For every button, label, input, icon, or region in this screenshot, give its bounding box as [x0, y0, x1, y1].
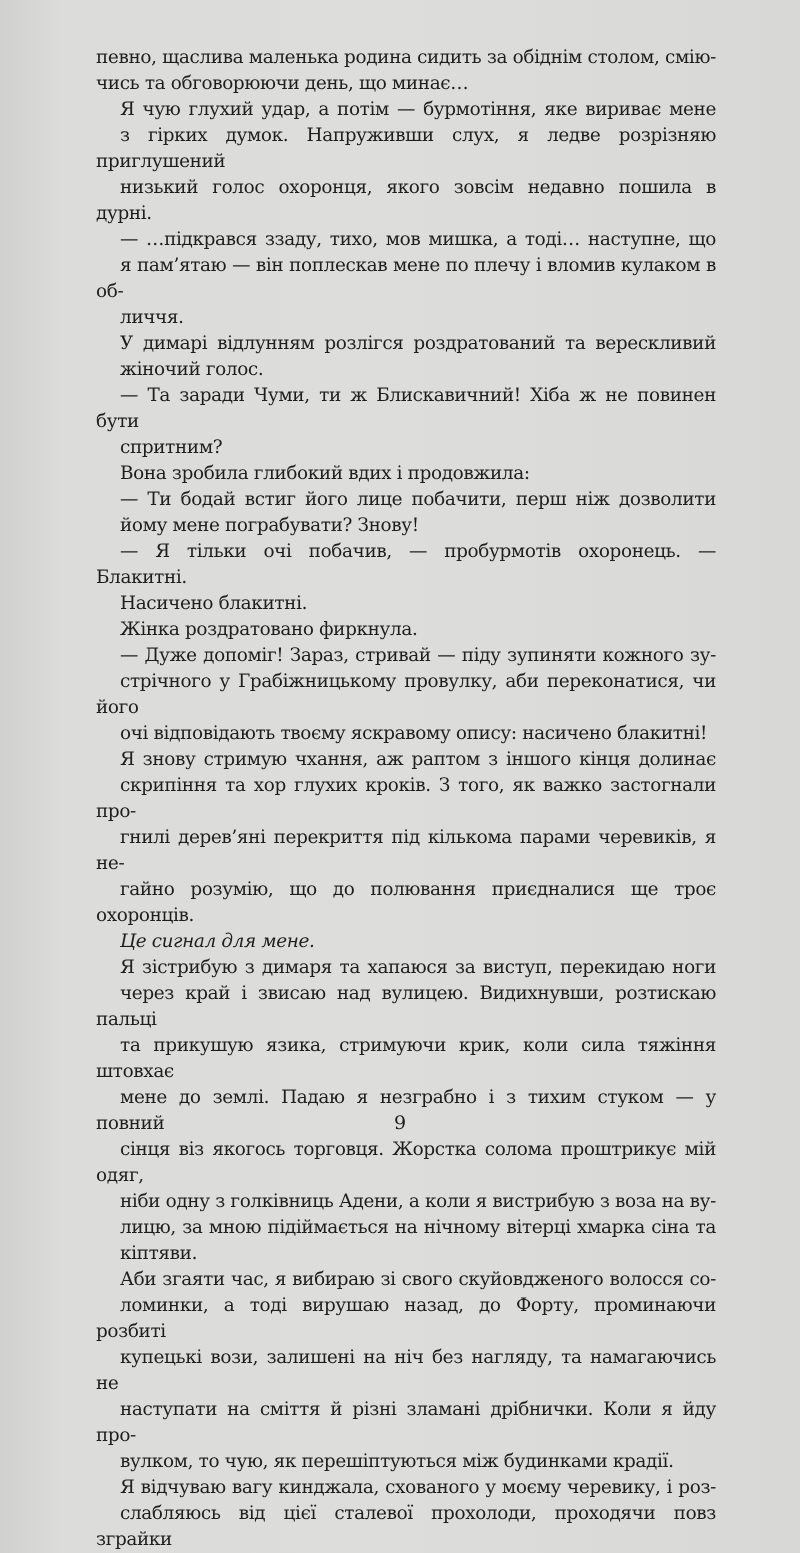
text-line: наступати на сміття й різні зламані дрібнички. Коли я йду про- [96, 1399, 716, 1446]
text-line: сінця віз якогось торговця. Жорстка солома проштрикує мій одяг, [96, 1139, 716, 1186]
text-line: та прикушую язика, стримуючи крик, коли сила тяжіння штовхає [96, 1035, 716, 1082]
paragraph [96, 1267, 716, 1475]
text-line: Я відчуваю вагу кинджала, схованого у моєму черевику, і роз- [120, 1477, 716, 1498]
text-line: скрипіння та хор глухих кроків. З того, як важко застогнали про- [96, 775, 716, 822]
text-line: певно, щаслива маленька родина сидить за обіднім столом, смію- [96, 47, 716, 68]
text-line: кіптяви. [120, 1243, 198, 1264]
italic-paragraph [96, 929, 716, 955]
text-line: — Я тільки очі побачив, — пробурмотів охоронець. — Блакитні. [96, 541, 716, 588]
text-line: личчя. [120, 307, 184, 328]
text-line: ломинки, а тоді вирушаю назад, до Форту, проминаючи розбиті [96, 1295, 716, 1342]
text-line: очі відповідають твоєму яскравому опису: насичено блакитні! [120, 723, 708, 744]
text-line: Жінка роздратовано фиркнула. [120, 619, 418, 640]
text-line: стрічного у Грабіжницькому провулку, аби переконатися, чи його [96, 671, 716, 718]
text-line: низький голос охоронця, якого зовсім недавно пошила в дурні. [96, 177, 716, 224]
paragraph [96, 643, 716, 747]
text-line: чись та обговорюючи день, що минає… [96, 73, 469, 94]
paragraph [96, 955, 716, 1267]
text-line: — Дуже допоміг! Зараз, стривай — піду зупиняти кожного зу- [120, 645, 716, 666]
text-line: Насичено блакитні. [120, 593, 308, 614]
text-line: Я чую глухий удар, а потім — бурмотіння, яке вириває мене [120, 99, 716, 120]
text-line: Аби згаяти час, я вибираю зі свого скуйовдженого волосся со- [120, 1269, 716, 1290]
text-line: Я зістрибую з димаря та хапаюся за виступ, перекидаю ноги [120, 957, 716, 978]
text-line: купецькі вози, залишені на ніч без нагляду, та намагаючись не [96, 1347, 716, 1394]
text-line: гайно розумію, що до полювання приєдналися ще троє охоронців. [96, 879, 716, 926]
paragraph [96, 383, 716, 461]
text-line: ніби одну з голківниць Адени, а коли я вистрибую з воза на ву- [120, 1191, 716, 1212]
paragraph [96, 539, 716, 617]
text-line: У димарі відлунням розлігся роздратований та верескливий [120, 333, 716, 354]
paragraph [96, 45, 716, 97]
text-line: з гірких думок. Напруживши слух, я ледве розрізняю приглушений [96, 125, 716, 172]
paragraph [96, 461, 716, 487]
paragraph [96, 487, 716, 539]
text-line: Це сигнал для мене. [120, 931, 315, 952]
text-line: йому мене пограбувати? Знову! [120, 515, 419, 536]
text-line: через край і звисаю над вулицею. Видихнувши, розтискаю пальці [96, 983, 716, 1030]
text-line: я пам’ятаю — він поплескав мене по плечу і вломив кулаком в об- [96, 255, 716, 302]
text-line: гнилі дерев’яні перекриття під кількома парами черевиків, я не- [96, 827, 716, 874]
paragraph [96, 97, 716, 227]
page-number: 9 [393, 1112, 407, 1134]
paragraph [96, 1475, 716, 1553]
text-line: — Та заради Чуми, ти ж Блискавичний! Хіба ж не повинен бути [96, 385, 716, 432]
paragraph [96, 617, 716, 643]
text-line: вулком, то чую, як перешіптуються між будинками крадії. [120, 1451, 674, 1472]
text-line: мене до землі. Падаю я незграбно і з тихим стуком — у повний [96, 1087, 716, 1134]
text-line: лицю, за мною підіймається на нічному вітерці хмарка сіна та [120, 1217, 716, 1238]
page-body [96, 45, 716, 1553]
text-line: жіночий голос. [120, 359, 264, 380]
paragraph [96, 747, 716, 929]
text-line: — Ти бодай встиг його лице побачити, перш ніж дозволити [120, 489, 716, 510]
text-line: — …підкрався ззаду, тихо, мов мишка, а тоді… наступне, що [120, 229, 716, 250]
text-line: Я знову стримую чхання, аж раптом з іншого кінця долинає [120, 749, 716, 770]
text-line: Вона зробила глибокий вдих і продовжила: [120, 463, 530, 484]
text-line: спритним? [120, 437, 223, 458]
paragraph [96, 227, 716, 331]
text-line: слабляюсь від цієї сталевої прохолоди, проходячи повз зграйки [96, 1503, 716, 1550]
paragraph [96, 331, 716, 383]
